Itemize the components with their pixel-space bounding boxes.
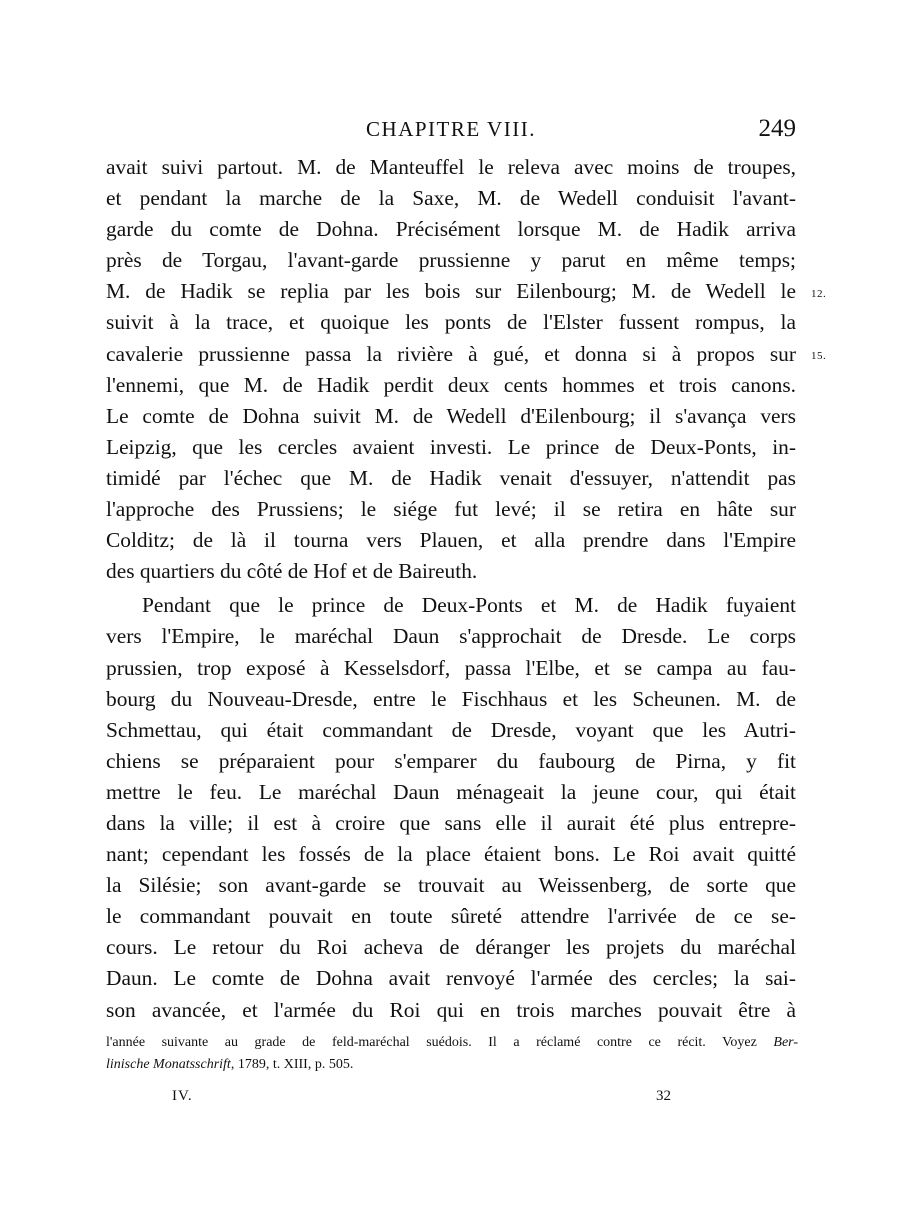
footnote-line <box>106 1054 798 1076</box>
text-line: chiens se préparaient pour s'emparer du faubourg de Pirna, y fit <box>106 748 796 773</box>
text-line: Pendant que le prince de Deux-Ponts et M. de Hadik fuyaient <box>142 593 796 618</box>
text-line: le commandant pouvait en toute sûreté attendre l'arrivée de ce se- <box>106 904 796 929</box>
text-line: M. de Hadik se replia par les bois sur Eilenbourg; M. de Wedell le <box>106 279 796 304</box>
footnote-text: , 1789, t. XIII, p. 505. <box>230 1057 354 1072</box>
text-line: la Silésie; son avant-garde se trouvait au Weissenberg, de sorte que <box>106 873 796 898</box>
footnote-italic-text: linische Monatsschrift <box>106 1057 231 1072</box>
text-line: Daun. Le comte de Dohna avait renvoyé l'armée des cercles; la sai- <box>106 966 796 991</box>
chapter-title: CHAPITRE VIII. <box>366 117 536 141</box>
footnote <box>106 1032 798 1076</box>
text-line: Leipzig, que les cercles avaient investi. Le prince de Deux-Ponts, in- <box>106 434 796 459</box>
volume-signature: IV. <box>172 1088 193 1104</box>
footnote-italic-text: Ber- <box>773 1035 798 1050</box>
text-line: dans la ville; il est à croire que sans elle il aurait été plus entrepre- <box>106 810 796 835</box>
text-line: son avancée, et l'armée du Roi qui en trois marches pouvait être à <box>106 997 796 1022</box>
text-line: l'ennemi, que M. de Hadik perdit deux cents hommes et trois canons. <box>106 372 796 397</box>
margin-line-number: 15. <box>811 350 827 362</box>
footnote-text: l'année suivante au grade de feld-maréchal suédois. Il a réclamé contre ce récit. Voyez <box>106 1035 774 1050</box>
text-line: vers l'Empire, le maréchal Daun s'approchait de Dresde. Le corps <box>106 624 796 649</box>
text-line: des quartiers du côté de Hof et de Baireuth. <box>106 559 478 584</box>
text-line: garde du comte de Dohna. Précisément lorsque M. de Hadik arriva <box>106 217 796 242</box>
text-line: bourg du Nouveau-Dresde, entre le Fischhaus et les Scheunen. M. de <box>106 686 796 711</box>
text-line: nant; cependant les fossés de la place étaient bons. Le Roi avait quitté <box>106 842 796 867</box>
text-line: Le comte de Dohna suivit M. de Wedell d'Eilenbourg; il s'avança vers <box>106 403 796 428</box>
text-line: et pendant la marche de la Saxe, M. de Wedell conduisit l'avant- <box>106 186 796 211</box>
text-line: suivit à la trace, et quoique les ponts de l'Elster fussent rompus, la <box>106 310 796 335</box>
text-line: Colditz; de là il tourna vers Plauen, et alla prendre dans l'Empire <box>106 528 796 553</box>
running-head <box>106 112 796 146</box>
page-number: 249 <box>758 115 796 142</box>
footnote-line <box>106 1032 798 1054</box>
text-line: cours. Le retour du Roi acheva de déranger les projets du maréchal <box>106 935 796 960</box>
text-line: près de Torgau, l'avant-garde prussienne y parut en même temps; <box>106 248 796 273</box>
text-line: timidé par l'échec que M. de Hadik venait d'essuyer, n'attendit pas <box>106 465 796 490</box>
text-line: mettre le feu. Le maréchal Daun ménageait la jeune cour, qui était <box>106 779 796 804</box>
body-text <box>106 152 796 1026</box>
text-line: cavalerie prussienne passa la rivière à gué, et donna si à propos sur <box>106 341 796 366</box>
text-line: prussien, trop exposé à Kesselsdorf, passa l'Elbe, et se campa au fau- <box>106 655 796 680</box>
sheet-signature: 32 <box>656 1088 671 1104</box>
text-line: l'approche des Prussiens; le siége fut levé; il se retira en hâte sur <box>106 497 796 522</box>
text-line: avait suivi partout. M. de Manteuffel le releva avec moins de troupes, <box>106 155 796 179</box>
text-line: Schmettau, qui était commandant de Dresde, voyant que les Autri- <box>106 717 796 742</box>
margin-line-number: 12. <box>811 288 827 300</box>
